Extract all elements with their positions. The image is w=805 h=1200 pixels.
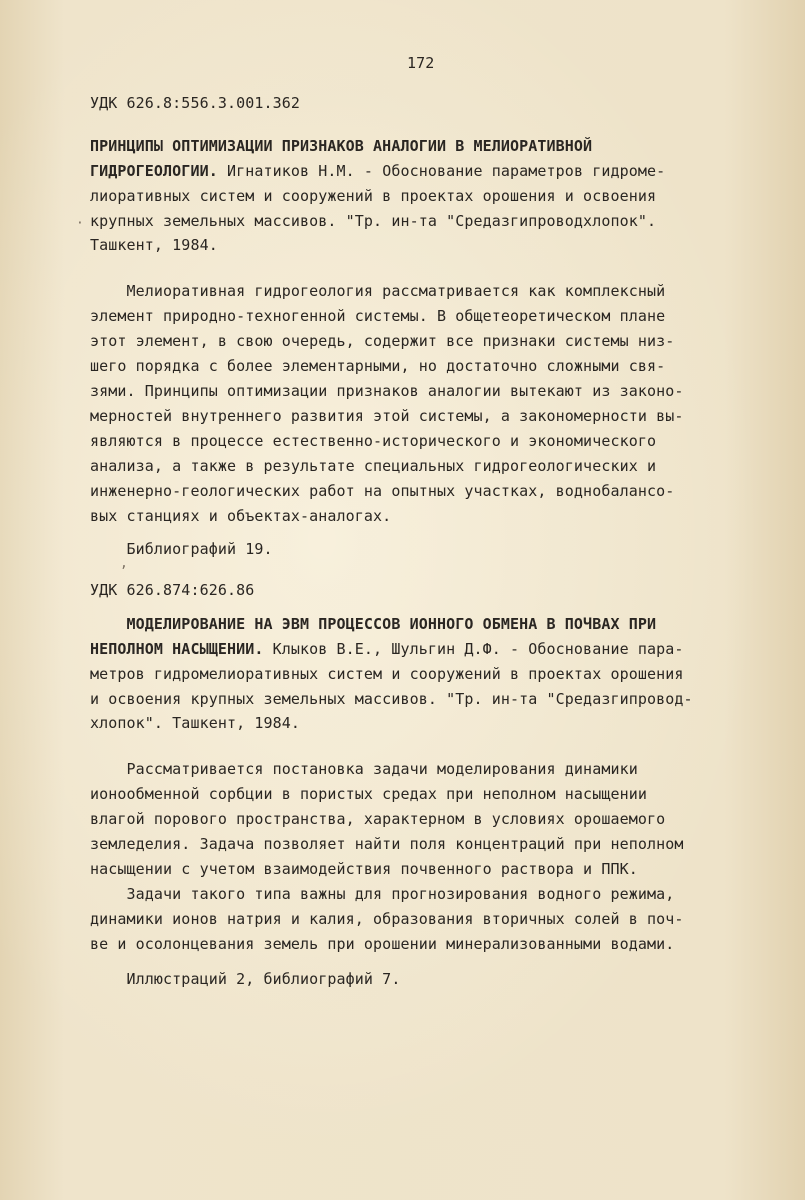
article-1-heading-line-4 <box>90 212 656 230</box>
article-citation: хлопок". Ташкент, 1984. <box>90 714 301 732</box>
article-2-heading-line-4 <box>90 690 693 708</box>
article-1-abstract-line: зями. Принципы оптимизации признаков аналогии вытекают из законо- <box>90 382 684 400</box>
article-2-abstract-line: ве и осолонцевания земель при орошении минерализованными водами. <box>90 935 675 953</box>
article-2-udk: УДК 626.874:626.86 <box>90 581 255 599</box>
article-2-abstract-line: влагой порового пространства, характерном в условиях орошаемого <box>90 810 666 828</box>
article-title: ПРИНЦИПЫ ОПТИМИЗАЦИИ ПРИЗНАКОВ АНАЛОГИИ В МЕЛИОРАТИВНОЙ <box>90 137 593 155</box>
article-citation: метров гидромелиоративных систем и сооружений в проектах орошения <box>90 665 684 683</box>
article-title: НЕПОЛНОМ НАСЫЩЕНИИ. <box>90 640 264 658</box>
article-2-abstract-line: Задачи такого типа важны для прогнозирования водного режима, <box>90 885 675 903</box>
article-title: МОДЕЛИРОВАНИЕ НА ЭВМ ПРОЦЕССОВ ИОННОГО ОБМЕНА В ПОЧВАХ ПРИ <box>90 615 657 633</box>
article-2-bibliography: Иллюстраций 2, библиографий 7. <box>90 970 401 988</box>
article-1-heading-line-1 <box>90 137 592 155</box>
article-2-abstract-line: ионообменной сорбции в пористых средах при неполном насыщении <box>90 785 647 803</box>
article-1-abstract-line: вых станциях и объектах-аналогах. <box>90 507 392 525</box>
article-1-abstract-line: шего порядка с более элементарными, но достаточно сложными свя- <box>90 357 666 375</box>
paper-mark: , <box>120 556 128 571</box>
article-1-abstract-line: элемент природно-техногенной системы. В общетеоретическом плане <box>90 307 666 325</box>
article-1-abstract-line: инженерно-геологических работ на опытных участках, воднобалансо- <box>90 482 675 500</box>
article-2-heading-line-1 <box>90 615 656 633</box>
article-citation: Клыков В.Е., Шульгин Д.Ф. - Обоснование пара- <box>263 640 684 658</box>
article-citation: и освоения крупных земельных массивов. "Тр. ин-та "Средазгипровод- <box>90 690 693 708</box>
article-citation: Игнатиков Н.М. - Обоснование параметров гидроме- <box>217 162 666 180</box>
article-citation: лиоративных систем и сооружений в проектах орошения и освоения <box>90 187 657 205</box>
article-2-abstract-line: земледелия. Задача позволяет найти поля концентраций при неполном <box>90 835 684 853</box>
article-1-heading-line-3 <box>90 187 656 205</box>
page-number: 172 <box>407 54 435 72</box>
article-2-abstract-line: динамики ионов натрия и калия, образования вторичных солей в поч- <box>90 910 684 928</box>
article-1-heading-line-5 <box>90 236 218 254</box>
article-2-heading-line-2 <box>90 640 684 658</box>
article-citation: Ташкент, 1984. <box>90 236 218 254</box>
article-1-abstract-line: анализа, а также в результате специальных гидрогеологических и <box>90 457 657 475</box>
article-1-udk: УДК 626.8:556.3.001.362 <box>90 94 301 112</box>
article-1-abstract-line: этот элемент, в свою очередь, содержит все признаки системы низ- <box>90 332 675 350</box>
article-citation: крупных земельных массивов. "Тр. ин-та "Средазгипроводхлопок". <box>90 212 657 230</box>
article-1-abstract-line: являются в процессе естественно-исторического и экономического <box>90 432 657 450</box>
article-1-abstract-line: мерностей внутреннего развития этой системы, а закономерности вы- <box>90 407 684 425</box>
paper-mark: · <box>76 216 84 231</box>
article-2-heading-line-3 <box>90 665 684 683</box>
article-1-abstract-line: Мелиоративная гидрогеология рассматривается как комплексный <box>90 282 666 300</box>
article-1-bibliography: Библиографий 19. <box>90 540 273 558</box>
article-title: ГИДРОГЕОЛОГИИ. <box>90 162 218 180</box>
article-2-abstract-line: Рассматривается постановка задачи моделирования динамики <box>90 760 638 778</box>
article-2-heading-line-5 <box>90 714 300 732</box>
article-1-heading-line-2 <box>90 162 665 180</box>
article-2-abstract-line: насыщении с учетом взаимодействия почвенного раствора и ППК. <box>90 860 638 878</box>
